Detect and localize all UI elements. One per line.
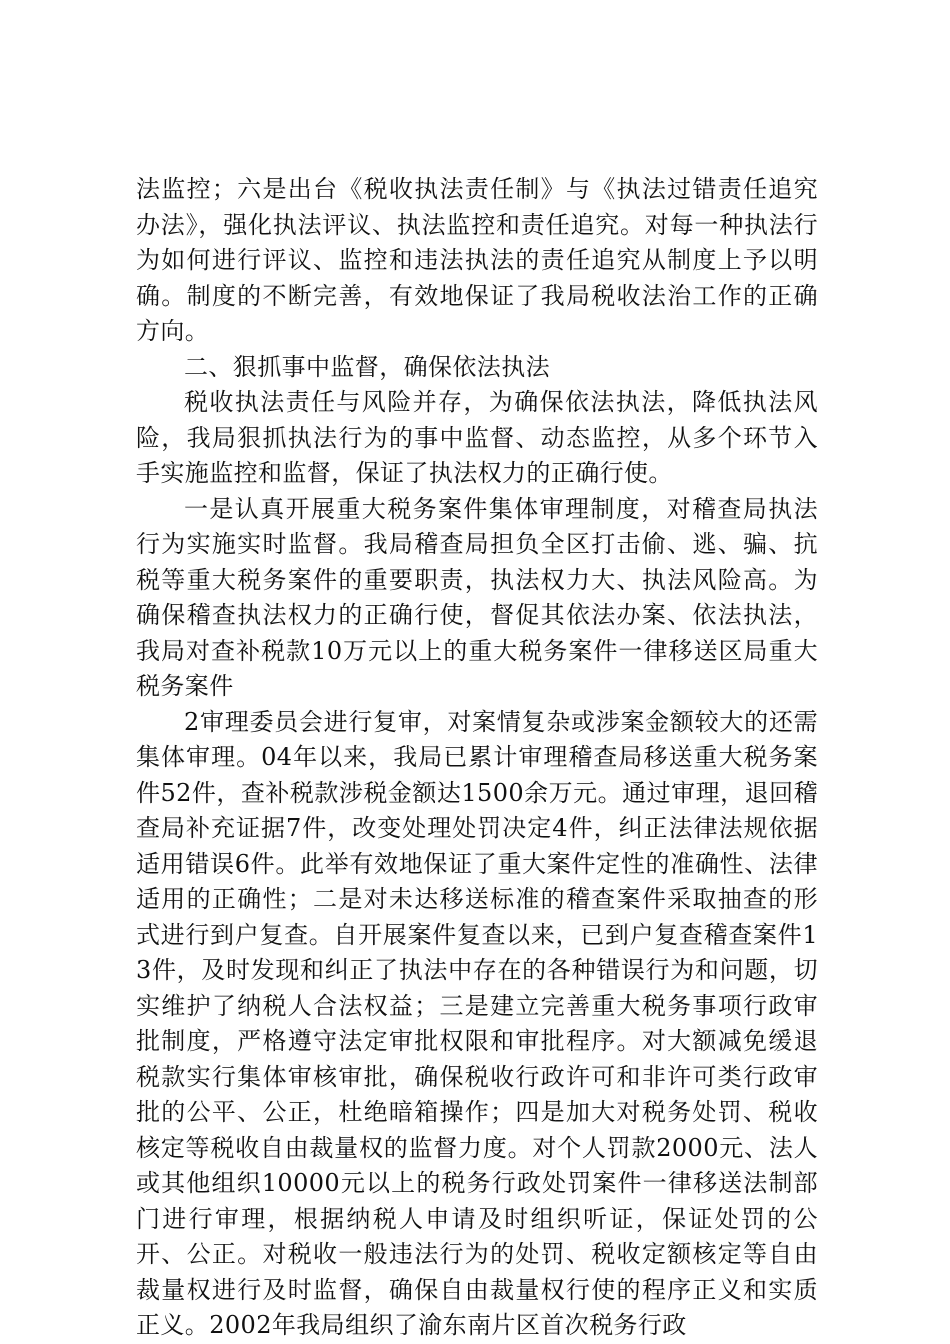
paragraph-continuation: 法监控；六是出台《税收执法责任制》与《执法过错责任追究办法》，强化执法评议、执法监控和责任追究。对每一种执法行为如何进行评议、监控和违法执法的责任追究从制度上予以明确。制度的不断完善，有效地保证了我局税收法治工作的正确方向。 (136, 175, 818, 345)
document-body (136, 172, 818, 1344)
paragraph-intro: 税收执法责任与风险并存，为确保依法执法，降低执法风险，我局狠抓执法行为的事中监督、动态监控，从多个环节入手实施监控和监督，保证了执法权力的正确行使。 (136, 388, 818, 487)
paragraph-review-committee: 2审理委员会进行复审，对案情复杂或涉案金额较大的还需集体审理。04年以来，我局已累计审理稽查局移送重大税务案件52件，查补税款涉税金额达1500余万元。通过审理，退回稽查局补充证据7件，改变处理处罚决定4件，纠正法律法规依据适用错误6件。此举有效地保证了重大案件定性的准确性、法律适用的正确性；二是对未达移送标准的稽查案件采取抽查的形式进行到户复查。自开展案件复查以来，已到户复查稽查案件13件，及时发现和纠正了执法中存在的各种错误行为和问题，切实维护了纳税人合法权益；三是建立完善重大税务事项行政审批制度，严格遵守法定审批权限和审批程序。对大额减免缓退税款实行集体审核审批，确保税收行政许可和非许可类行政审批的公平、公正，杜绝暗箱操作；四是加大对税务处罚、税收核定等税收自由裁量权的监督力度。对个人罚款2000元、法人或其他组织10000元以上的税务行政处罚案件一律移送法制部门进行审理，根据纳税人申请及时组织听证，保证处罚的公开、公正。对税收一般违法行为的处罚、税收定额核定等自由裁量权进行及时监督，确保自由裁量权行使的程序正义和实质正义。2002年我局组织了渝东南片区首次税务行政 (136, 707, 818, 1339)
paragraph-case-review: 一是认真开展重大税务案件集体审理制度，对稽查局执法行为实施实时监督。我局稽查局担负全区打击偷、逃、骗、抗税等重大税务案件的重要职责，执法权力大、执法风险高。为确保稽查执法权力的正确行使，督促其依法办案、依法执法，我局对查补税款10万元以上的重大税务案件一律移送区局重大税务案件 (136, 494, 818, 700)
section-heading: 二、狠抓事中监督，确保依法执法 (184, 352, 550, 381)
